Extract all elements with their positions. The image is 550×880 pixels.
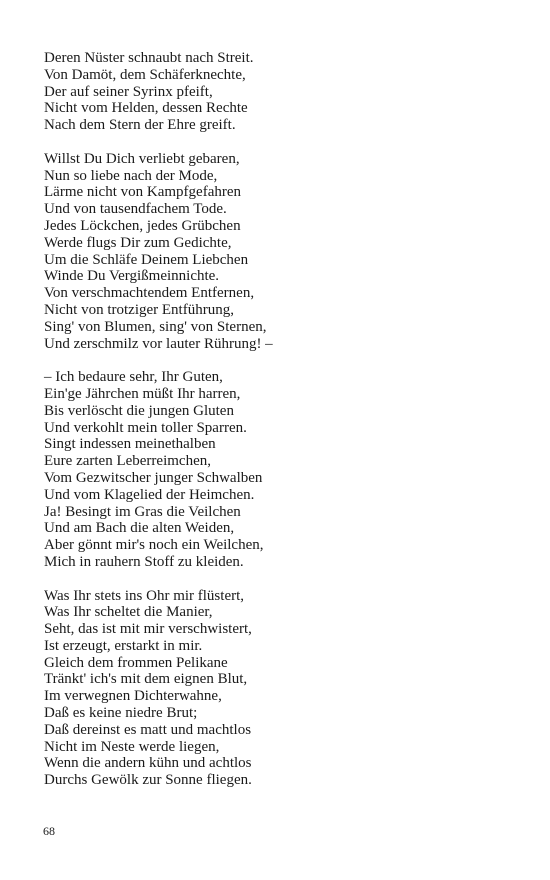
poem-line: Mich in rauhern Stoff zu kleiden.: [44, 553, 244, 570]
stanza-1: [44, 50, 514, 134]
poem-line: Nicht von trotziger Entführung,: [44, 301, 234, 318]
poem-line: Singt indessen meinethalben: [44, 436, 216, 453]
poem-line: Winde Du Vergißmeinnichte.: [44, 268, 220, 285]
poem-line: Und zerschmilz vor lauter Rührung! –: [44, 335, 273, 352]
poem-line: – Ich bedaure sehr, Ihr Guten,: [44, 369, 223, 386]
poem-line: Aber gönnt mir's noch ein Weilchen,: [44, 537, 264, 554]
poem-line: Von verschmachtendem Entfernen,: [44, 285, 255, 302]
poem-line: Willst Du Dich verliebt gebaren,: [44, 150, 240, 167]
poem-line: Was Ihr stets ins Ohr mir flüstert,: [44, 587, 245, 604]
poem-line: Und am Bach die alten Weiden,: [44, 520, 235, 537]
poem-line: Nun so liebe nach der Mode,: [44, 167, 218, 184]
poem-line: Der auf seiner Syrinx pfeift,: [44, 83, 213, 100]
poem-line: Gleich dem frommen Pelikane: [44, 654, 228, 671]
poem-line: Daß es keine niedre Brut;: [44, 705, 198, 722]
poem-line: Im verwegnen Dichterwahne,: [44, 688, 222, 705]
poem-line: Deren Nüster schnaubt nach Streit.: [44, 50, 254, 66]
poem-line: Werde flugs Dir zum Gedichte,: [44, 234, 232, 251]
poem-line: Eure zarten Leberreimchen,: [44, 453, 211, 470]
poem-line: Sing' von Blumen, sing' von Sternen,: [44, 318, 267, 335]
poem-line: Was Ihr scheltet die Manier,: [44, 604, 213, 621]
poem-line: Ein'ge Jährchen müßt Ihr harren,: [44, 385, 241, 402]
poem-line: Lärme nicht von Kampfgefahren: [44, 184, 241, 201]
poem-line: Von Damöt, dem Schäferknechte,: [44, 66, 246, 83]
poem-line: Ja! Besingt im Gras die Veilchen: [44, 503, 241, 520]
poem-line: Und von tausendfachem Tode.: [44, 201, 227, 218]
poem-line: Um die Schläfe Deinem Liebchen: [44, 251, 249, 268]
stanza-3: [44, 369, 514, 571]
poem-line: Und vom Klagelied der Heimchen.: [44, 486, 255, 503]
poem-line: Wenn die andern kühn und achtlos: [44, 755, 252, 772]
poem-line: Durchs Gewölk zur Sonne fliegen.: [44, 772, 252, 789]
poem-line: Tränkt' ich's mit dem eignen Blut,: [44, 671, 248, 688]
poem-line: Bis verlöscht die jungen Gluten: [44, 402, 234, 419]
poem-line: Jedes Löckchen, jedes Grübchen: [44, 217, 241, 234]
stanza-4: [44, 588, 514, 790]
poem-line: Vom Gezwitscher junger Schwalben: [44, 469, 263, 486]
poem-line: Seht, das ist mit mir verschwistert,: [44, 621, 252, 638]
poem-line: Und verkohlt mein toller Sparren.: [44, 419, 247, 436]
poem-line: Ist erzeugt, erstarkt in mir.: [44, 637, 203, 654]
poem-text: [44, 50, 514, 789]
poem-line: Daß dereinst es matt und machtlos: [44, 721, 252, 738]
page-number: 68: [43, 824, 55, 838]
poem-line: Nicht im Neste werde liegen,: [44, 738, 220, 755]
poem-line: Nach dem Stern der Ehre greift.: [44, 117, 236, 134]
poem-line: Nicht vom Helden, dessen Rechte: [44, 100, 248, 117]
stanza-2: [44, 151, 514, 353]
